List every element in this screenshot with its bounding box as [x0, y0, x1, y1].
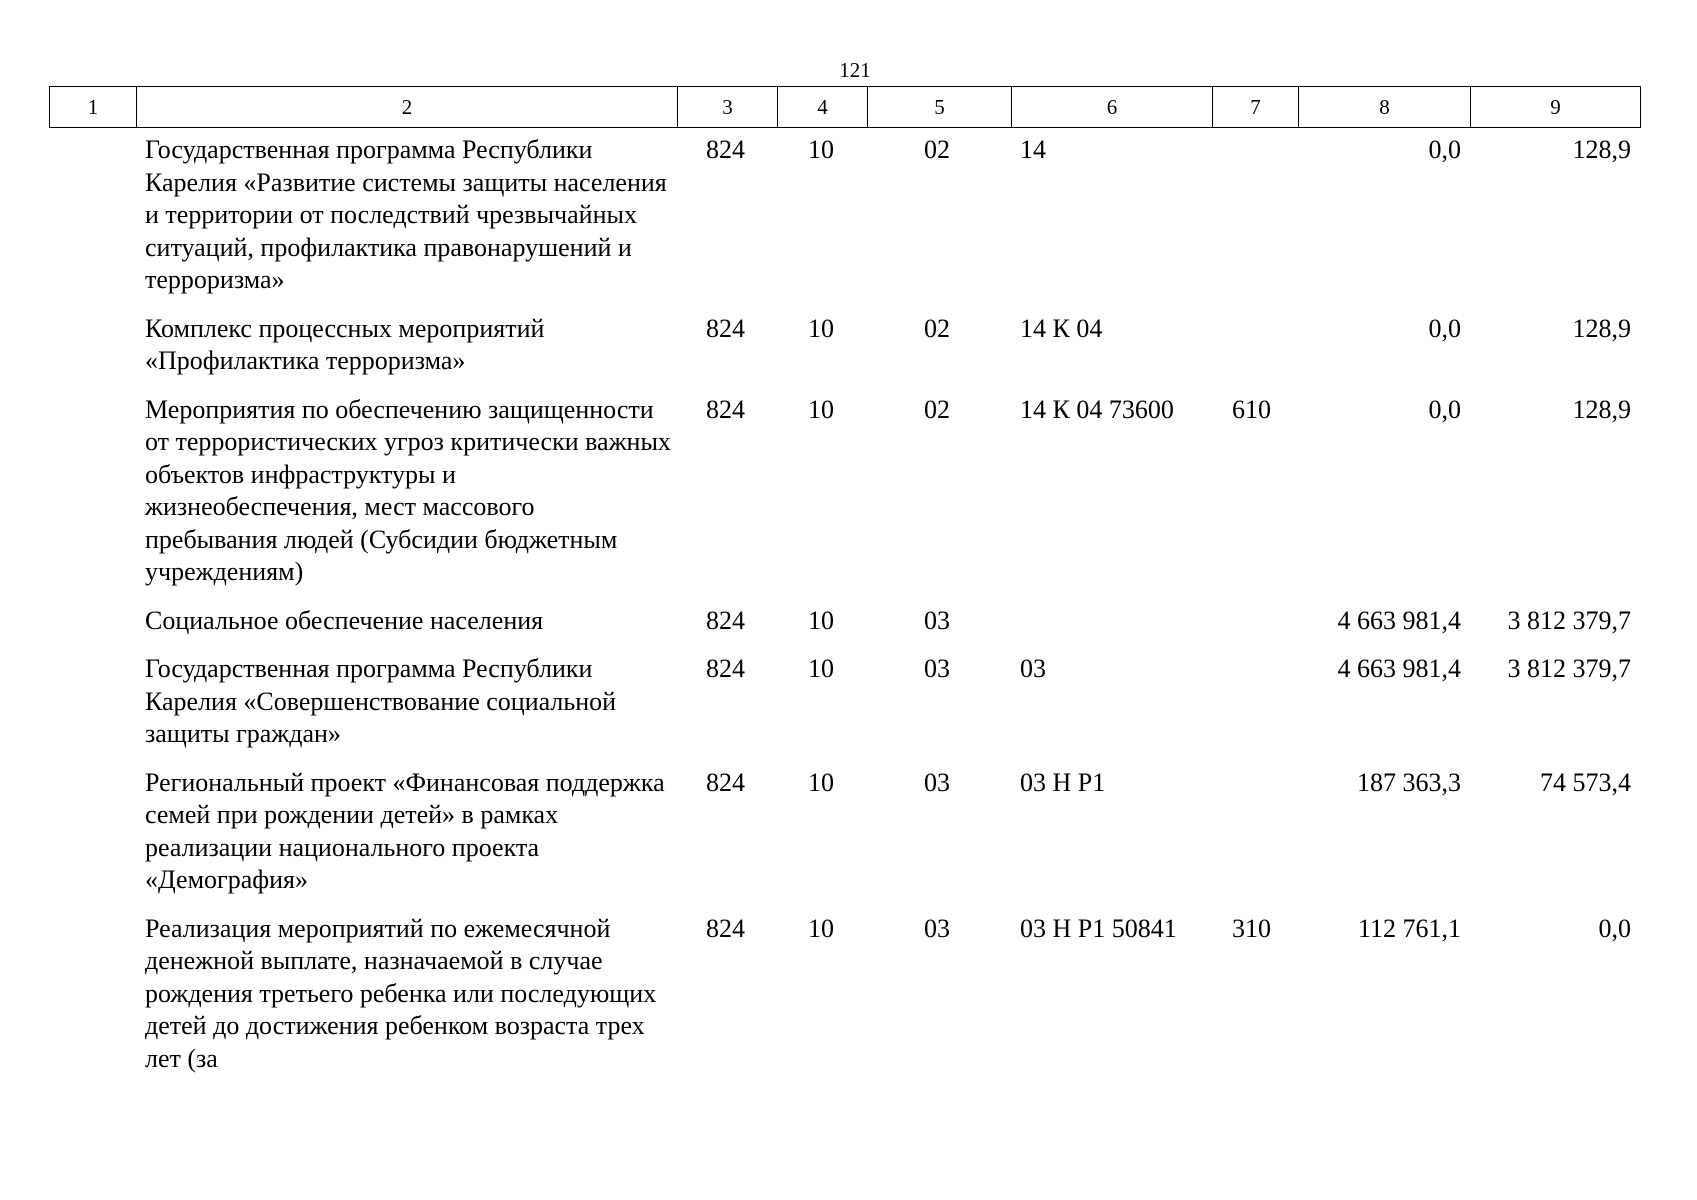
column-3-cell: 824	[706, 135, 745, 164]
column-4-cell: 10	[808, 394, 834, 424]
column-5-cell: 03	[924, 913, 950, 943]
header-row	[50, 87, 1641, 128]
column-5-cell: 03	[924, 767, 950, 797]
table-row	[49, 653, 1640, 767]
column-8-cell: 112 761,1	[1357, 913, 1461, 943]
item-name-cell: Социальное обеспечение населения	[145, 605, 544, 635]
column-8-cell: 0,0	[1428, 394, 1461, 424]
column-4-cell: 10	[808, 767, 834, 797]
table-row	[49, 767, 1640, 913]
column-6-cell	[1011, 605, 1212, 654]
column-7-cell: 610	[1232, 394, 1271, 424]
column-6-cell: 03 Н Р1	[1020, 767, 1106, 797]
header-cell: 8	[1299, 87, 1471, 128]
column-5-cell: 02	[924, 135, 950, 164]
budget-table	[49, 134, 1640, 1091]
column-1-cell	[49, 767, 136, 913]
item-name-cell: Реализация мероприятий по ежемесячной денежной выплате, назначаемой в случае рождения третьего ребенка или последующих детей до достижения ребенком возраста трех лет (за	[145, 913, 657, 1073]
header-cell: 5	[868, 87, 1012, 128]
budget-table-body	[49, 134, 1640, 1091]
header-cell: 1	[50, 87, 137, 128]
table-row	[49, 394, 1640, 605]
item-name-cell: Мероприятия по обеспечению защищенности от террористических угроз критически важных объектов инфраструктуры и жизнеобеспечения, мест массового пребывания людей (Субсидии бюджетным учреждениям)	[145, 394, 671, 586]
column-9-cell: 0,0	[1598, 913, 1631, 943]
column-7-cell	[1212, 767, 1298, 913]
column-9-cell: 128,9	[1572, 313, 1631, 343]
column-8-cell: 0,0	[1428, 135, 1461, 164]
column-1-cell	[49, 913, 136, 1092]
column-5-cell: 02	[924, 313, 950, 343]
column-9-cell: 128,9	[1572, 394, 1631, 424]
column-9-cell: 3 812 379,7	[1507, 605, 1631, 635]
column-8-cell: 187 363,3	[1357, 767, 1461, 797]
header-cell: 4	[778, 87, 868, 128]
item-name-cell: Государственная программа Республики Карелия «Совершенствование социальной защиты граждан»	[145, 654, 617, 748]
column-1-cell	[49, 653, 136, 767]
column-number-header	[49, 86, 1641, 128]
column-5-cell: 02	[924, 394, 950, 424]
column-6-cell: 03 Н Р1 50841	[1020, 913, 1177, 943]
item-name-cell: Государственная программа Республики Карелия «Развитие системы защиты населения и территории от последствий чрезвычайных ситуаций, профилактика правонарушений и терроризма»	[145, 135, 667, 294]
column-9-cell: 128,9	[1572, 135, 1631, 164]
column-3-cell: 824	[706, 313, 745, 343]
column-3-cell: 824	[706, 767, 745, 797]
column-8-cell: 0,0	[1428, 313, 1461, 343]
column-4-cell: 10	[808, 135, 834, 164]
column-7-cell	[1212, 653, 1298, 767]
column-8-cell: 4 663 981,4	[1337, 605, 1461, 635]
column-5-cell: 03	[924, 654, 950, 683]
column-3-cell: 824	[706, 654, 745, 683]
column-1-cell	[49, 394, 136, 605]
column-4-cell: 10	[808, 605, 834, 635]
column-7-cell: 310	[1232, 913, 1271, 943]
column-5-cell: 03	[924, 605, 950, 635]
header-cell: 2	[137, 87, 678, 128]
column-7-cell	[1212, 313, 1298, 394]
table-row	[49, 605, 1640, 654]
column-7-cell	[1212, 605, 1298, 654]
column-4-cell: 10	[808, 313, 834, 343]
column-8-cell: 4 663 981,4	[1337, 654, 1461, 683]
header-cell: 9	[1471, 87, 1641, 128]
column-3-cell: 824	[706, 913, 745, 943]
column-9-cell: 74 573,4	[1540, 767, 1631, 797]
column-6-cell: 03	[1020, 654, 1046, 683]
column-7-cell	[1212, 134, 1298, 313]
header-cell: 7	[1213, 87, 1299, 128]
column-6-cell: 14 К 04 73600	[1020, 394, 1174, 424]
column-3-cell: 824	[706, 605, 745, 635]
column-1-cell	[49, 134, 136, 313]
column-6-cell: 14	[1020, 135, 1046, 164]
table-row	[49, 134, 1640, 313]
table-row	[49, 313, 1640, 394]
column-1-cell	[49, 313, 136, 394]
column-4-cell: 10	[808, 654, 834, 683]
column-3-cell: 824	[706, 394, 745, 424]
header-cell: 6	[1012, 87, 1213, 128]
header-cell: 3	[678, 87, 778, 128]
column-4-cell: 10	[808, 913, 834, 943]
page-number: 121	[839, 58, 871, 82]
table-row	[49, 913, 1640, 1092]
item-name-cell: Комплекс процессных мероприятий «Профилактика терроризма»	[145, 313, 545, 375]
item-name-cell: Региональный проект «Финансовая поддержка семей при рождении детей» в рамках реализации национального проекта «Демография»	[145, 767, 665, 894]
column-9-cell: 3 812 379,7	[1507, 654, 1631, 683]
column-1-cell	[49, 605, 136, 654]
column-6-cell: 14 К 04	[1020, 313, 1103, 343]
